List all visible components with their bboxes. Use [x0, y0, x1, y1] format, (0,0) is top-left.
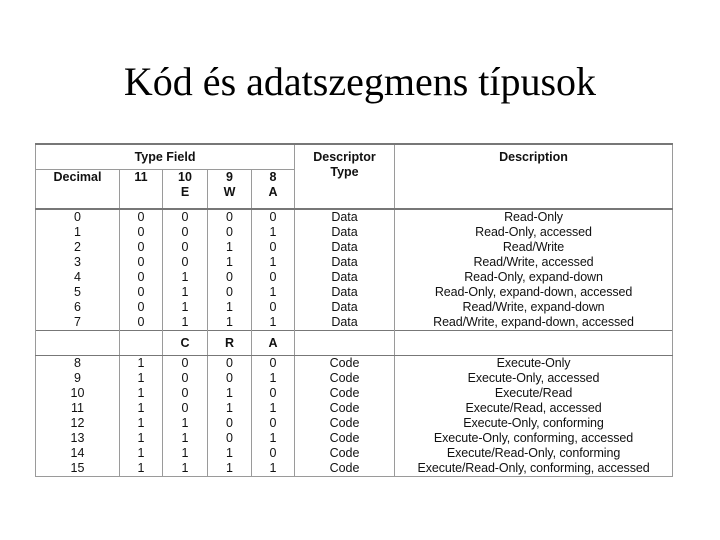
- cell-desc: Read/Write, expand-down, accessed: [395, 315, 673, 331]
- cell-dec: 5: [36, 285, 120, 300]
- cell-type: Code: [295, 461, 395, 477]
- cell-b10: 0: [163, 371, 208, 386]
- cell-b8: 1: [252, 225, 295, 240]
- cell-b9: 1: [208, 255, 252, 270]
- cell-b10: 1: [163, 315, 208, 331]
- code-header-row: [36, 331, 673, 356]
- cell-dec: 9: [36, 371, 120, 386]
- cell-dec: 7: [36, 315, 120, 331]
- descriptor-type-header: Descriptor Type: [295, 144, 395, 209]
- bit9-header-label: 9: [226, 170, 233, 184]
- cell-desc: Execute-Only, conforming: [395, 416, 673, 431]
- bit9-header: [208, 170, 252, 210]
- description-header: Description: [395, 144, 673, 209]
- decimal-header-label: Decimal: [53, 170, 102, 184]
- code-header-a: A: [252, 331, 295, 356]
- cell-b10: 0: [163, 240, 208, 255]
- bit11-header-label: 11: [134, 170, 148, 184]
- cell-dec: 13: [36, 431, 120, 446]
- data-rows: [36, 209, 673, 331]
- code-header-group: [36, 331, 673, 356]
- table-row: [36, 461, 673, 477]
- cell-desc: Read-Only, expand-down: [395, 270, 673, 285]
- cell-type: Code: [295, 356, 395, 372]
- cell-dec: 11: [36, 401, 120, 416]
- cell-b8: 1: [252, 461, 295, 477]
- segment-type-table: [35, 143, 673, 477]
- cell-type: Code: [295, 431, 395, 446]
- code-header-c: C: [163, 331, 208, 356]
- cell-b11: 0: [120, 255, 163, 270]
- cell-desc: Execute-Only: [395, 356, 673, 372]
- cell-b9: 1: [208, 300, 252, 315]
- cell-b9: 1: [208, 315, 252, 331]
- cell-b10: 1: [163, 431, 208, 446]
- cell-type: Data: [295, 300, 395, 315]
- cell-type: Data: [295, 240, 395, 255]
- code-header-r: R: [208, 331, 252, 356]
- table-row: [36, 315, 673, 331]
- code-header-empty-4: [395, 331, 673, 356]
- cell-type: Code: [295, 386, 395, 401]
- cell-b8: 0: [252, 416, 295, 431]
- cell-b10: 1: [163, 461, 208, 477]
- cell-dec: 10: [36, 386, 120, 401]
- cell-desc: Execute-Only, conforming, accessed: [395, 431, 673, 446]
- cell-b10: 0: [163, 255, 208, 270]
- decimal-header: [36, 170, 120, 210]
- cell-b11: 0: [120, 209, 163, 225]
- table-row: [36, 401, 673, 416]
- cell-b9: 0: [208, 225, 252, 240]
- table-row: [36, 431, 673, 446]
- cell-type: Data: [295, 255, 395, 270]
- table-row: [36, 255, 673, 270]
- cell-b9: 0: [208, 371, 252, 386]
- cell-dec: 12: [36, 416, 120, 431]
- cell-b8: 0: [252, 209, 295, 225]
- cell-type: Code: [295, 446, 395, 461]
- cell-b9: 0: [208, 209, 252, 225]
- cell-b11: 1: [120, 416, 163, 431]
- cell-b10: 1: [163, 446, 208, 461]
- cell-b10: 0: [163, 209, 208, 225]
- cell-b8: 0: [252, 356, 295, 372]
- cell-b8: 0: [252, 270, 295, 285]
- bit11-header: [120, 170, 163, 210]
- cell-b10: 0: [163, 225, 208, 240]
- table-row: [36, 209, 673, 225]
- cell-desc: Execute/Read: [395, 386, 673, 401]
- cell-desc: Execute-Only, accessed: [395, 371, 673, 386]
- cell-b8: 1: [252, 431, 295, 446]
- cell-b11: 1: [120, 371, 163, 386]
- table-row: [36, 300, 673, 315]
- cell-b10: 0: [163, 401, 208, 416]
- cell-b9: 1: [208, 461, 252, 477]
- cell-b11: 0: [120, 240, 163, 255]
- cell-b9: 0: [208, 270, 252, 285]
- cell-b11: 0: [120, 285, 163, 300]
- cell-b8: 0: [252, 386, 295, 401]
- cell-b8: 0: [252, 300, 295, 315]
- table-row: [36, 416, 673, 431]
- cell-b10: 1: [163, 270, 208, 285]
- cell-dec: 0: [36, 209, 120, 225]
- cell-type: Code: [295, 401, 395, 416]
- cell-dec: 1: [36, 225, 120, 240]
- cell-b11: 0: [120, 300, 163, 315]
- page-title: Kód és adatszegmens típusok: [123, 59, 597, 104]
- bit8-header-sub: A: [268, 185, 278, 199]
- table-row: [36, 225, 673, 240]
- table-row: [36, 270, 673, 285]
- cell-type: Data: [295, 209, 395, 225]
- cell-b9: 1: [208, 401, 252, 416]
- cell-b11: 1: [120, 386, 163, 401]
- cell-b9: 0: [208, 431, 252, 446]
- cell-b8: 0: [252, 446, 295, 461]
- cell-desc: Read-Only, accessed: [395, 225, 673, 240]
- cell-dec: 15: [36, 461, 120, 477]
- cell-b8: 1: [252, 315, 295, 331]
- cell-dec: 6: [36, 300, 120, 315]
- cell-b9: 1: [208, 240, 252, 255]
- cell-b11: 1: [120, 446, 163, 461]
- cell-type: Code: [295, 416, 395, 431]
- cell-b9: 0: [208, 356, 252, 372]
- cell-b9: 0: [208, 416, 252, 431]
- cell-b11: 0: [120, 270, 163, 285]
- table-row: [36, 386, 673, 401]
- cell-b9: 1: [208, 446, 252, 461]
- cell-b11: 1: [120, 356, 163, 372]
- cell-b10: 0: [163, 356, 208, 372]
- bit8-header: [252, 170, 295, 210]
- cell-b10: 1: [163, 285, 208, 300]
- cell-b8: 1: [252, 401, 295, 416]
- cell-desc: Read-Only: [395, 209, 673, 225]
- bit10-header-sub: E: [180, 185, 190, 199]
- cell-dec: 8: [36, 356, 120, 372]
- cell-desc: Read-Only, expand-down, accessed: [395, 285, 673, 300]
- cell-b8: 1: [252, 255, 295, 270]
- cell-b9: 1: [208, 386, 252, 401]
- cell-desc: Read/Write: [395, 240, 673, 255]
- code-header-empty-1: [36, 331, 120, 356]
- table-row: [36, 356, 673, 372]
- cell-b11: 1: [120, 401, 163, 416]
- bit8-header-label: 8: [269, 170, 277, 184]
- cell-b10: 1: [163, 416, 208, 431]
- code-header-empty-3: [295, 331, 395, 356]
- cell-b11: 0: [120, 315, 163, 331]
- cell-b11: 1: [120, 431, 163, 446]
- cell-desc: Read/Write, accessed: [395, 255, 673, 270]
- cell-desc: Execute/Read-Only, conforming, accessed: [395, 461, 673, 477]
- cell-desc: Execute/Read-Only, conforming: [395, 446, 673, 461]
- table-row: [36, 240, 673, 255]
- code-rows: [36, 356, 673, 477]
- cell-type: Data: [295, 270, 395, 285]
- bit10-header-label: 10: [178, 170, 192, 184]
- cell-type: Data: [295, 285, 395, 300]
- cell-b9: 0: [208, 285, 252, 300]
- bit10-header: [163, 170, 208, 210]
- cell-b10: 0: [163, 386, 208, 401]
- table-row: [36, 285, 673, 300]
- code-header-empty-2: [120, 331, 163, 356]
- scan-artifact: [410, 128, 485, 136]
- header-row-1: [36, 144, 673, 170]
- cell-b8: 1: [252, 285, 295, 300]
- type-field-header: Type Field: [36, 144, 295, 170]
- table-row: [36, 446, 673, 461]
- cell-desc: Execute/Read, accessed: [395, 401, 673, 416]
- cell-b8: 1: [252, 371, 295, 386]
- bit9-header-sub: W: [223, 185, 236, 199]
- cell-type: Code: [295, 371, 395, 386]
- cell-type: Data: [295, 315, 395, 331]
- cell-b10: 1: [163, 300, 208, 315]
- table-row: [36, 371, 673, 386]
- cell-desc: Read/Write, expand-down: [395, 300, 673, 315]
- cell-dec: 4: [36, 270, 120, 285]
- cell-dec: 3: [36, 255, 120, 270]
- cell-b11: 0: [120, 225, 163, 240]
- cell-b8: 0: [252, 240, 295, 255]
- cell-dec: 14: [36, 446, 120, 461]
- cell-type: Data: [295, 225, 395, 240]
- cell-b11: 1: [120, 461, 163, 477]
- cell-dec: 2: [36, 240, 120, 255]
